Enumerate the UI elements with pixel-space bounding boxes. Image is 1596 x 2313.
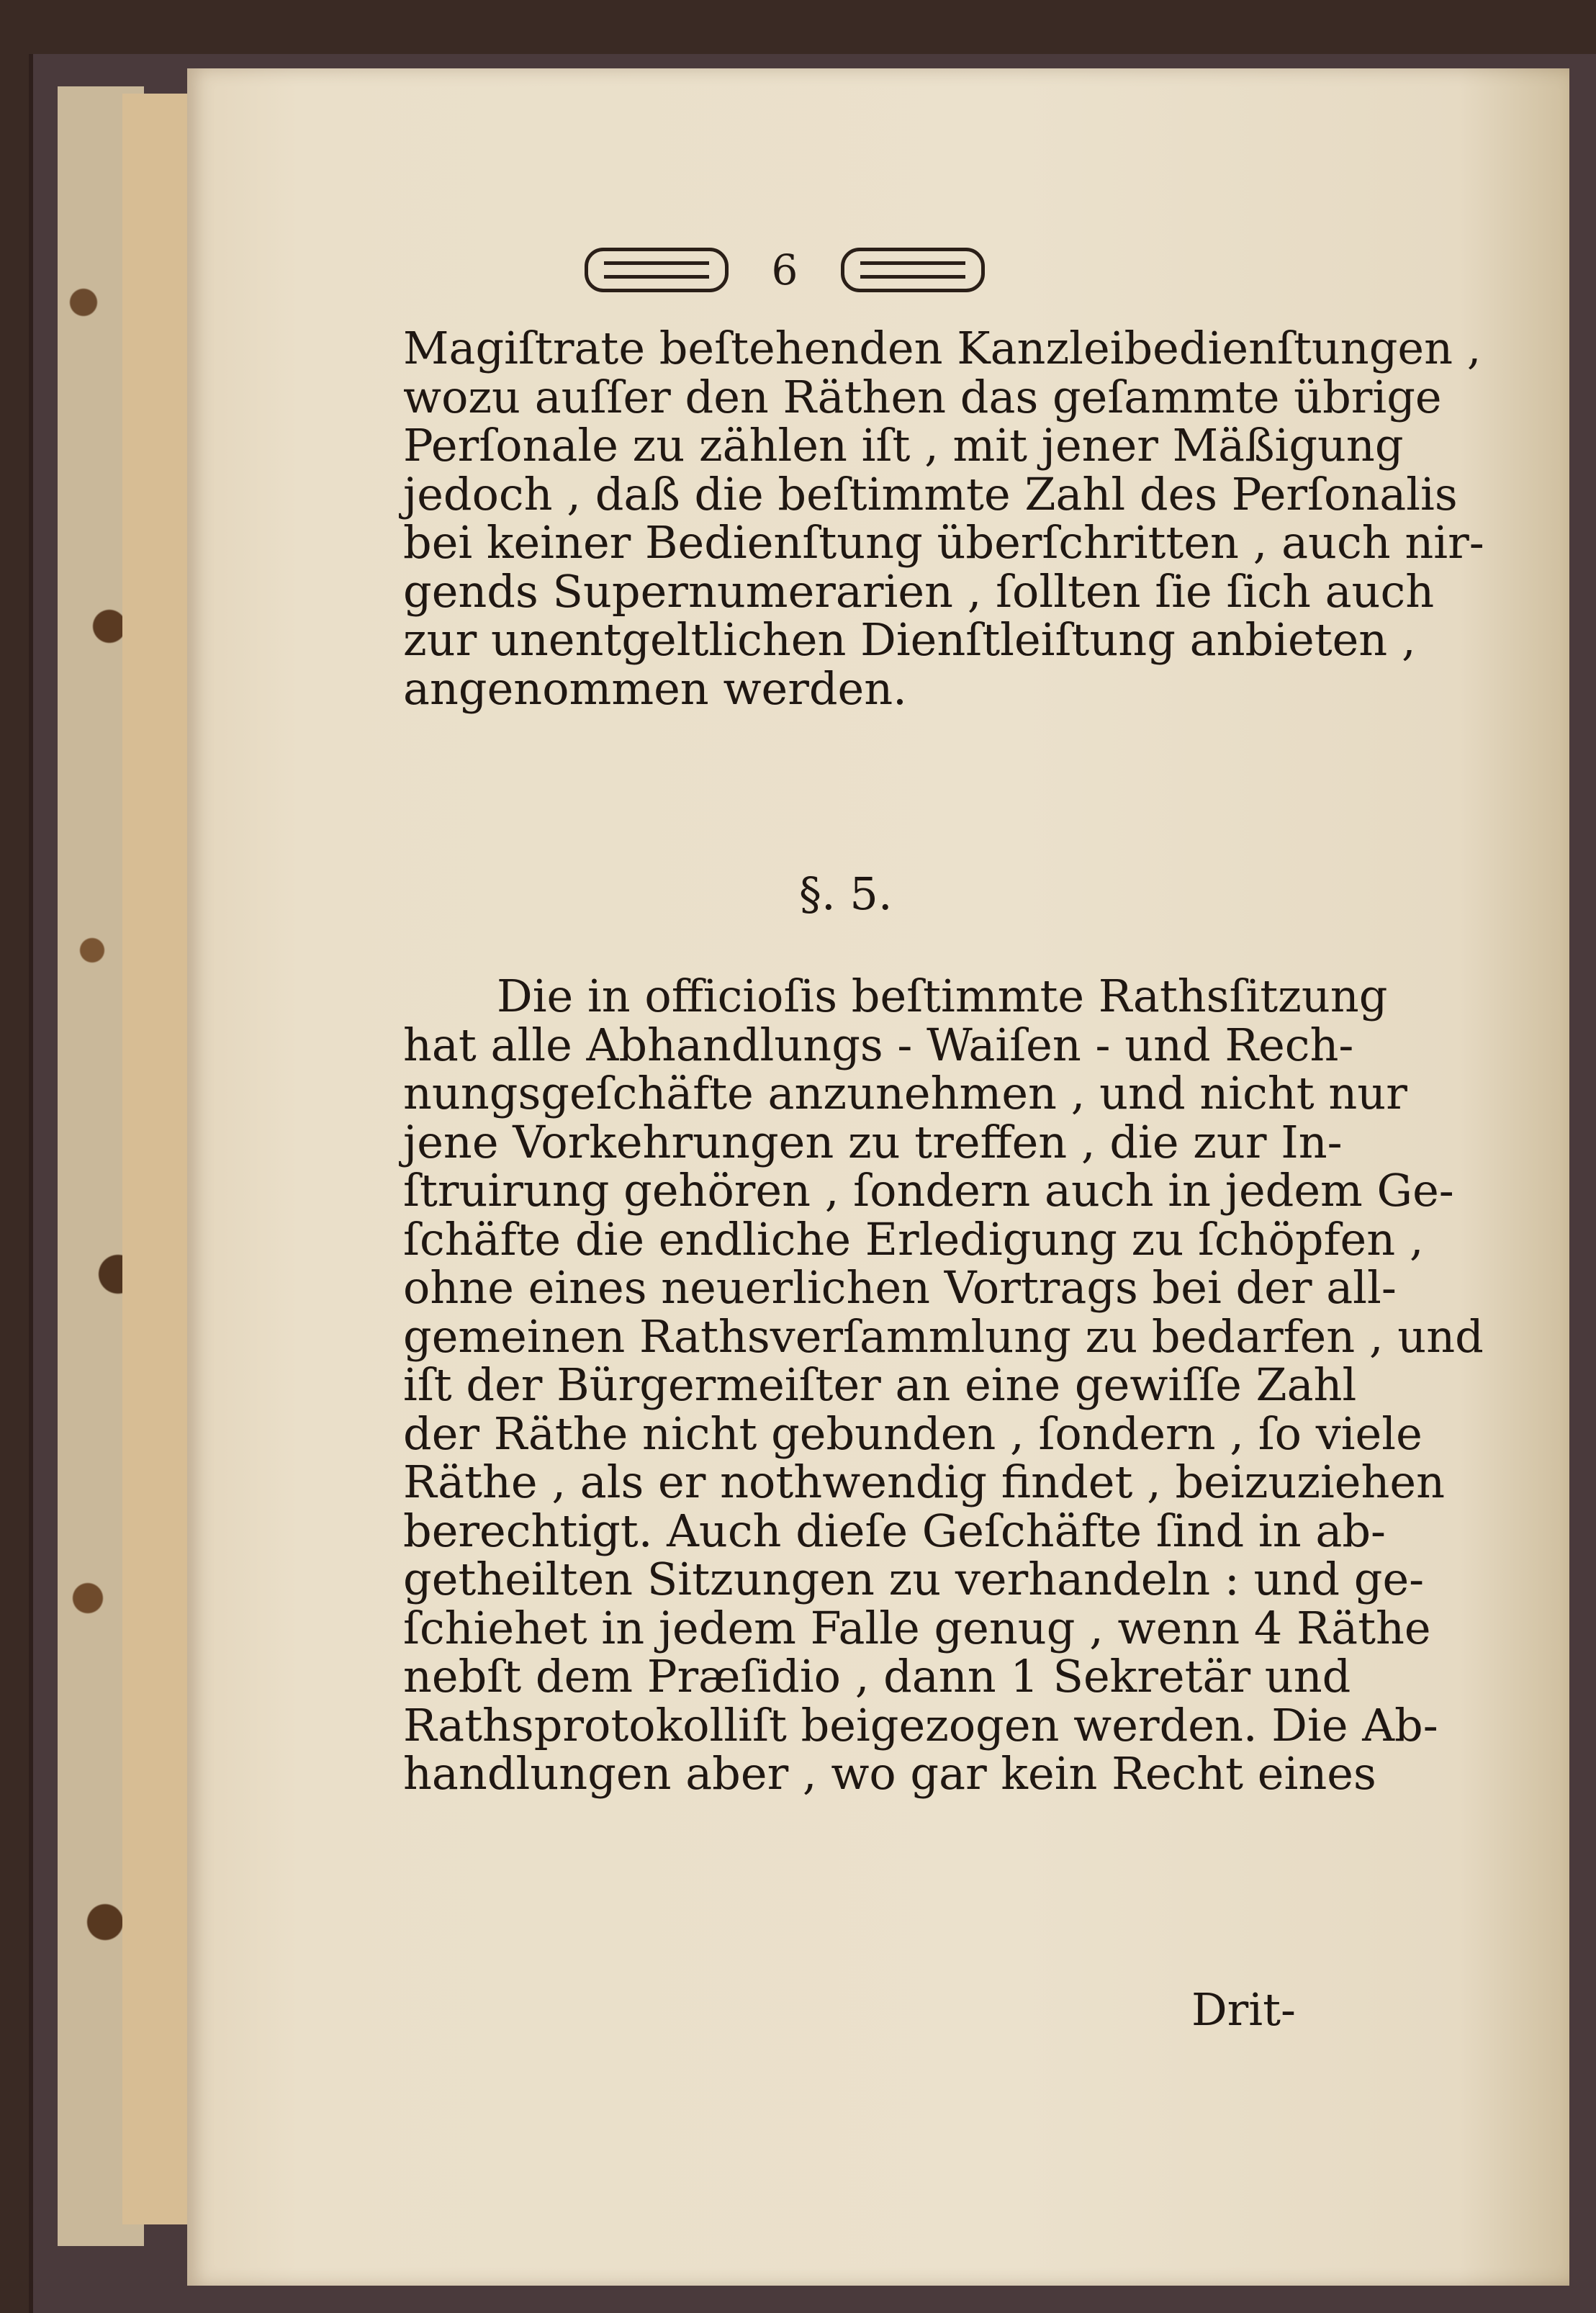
text-line: ſchiehet in jedem Falle genug , wenn 4 Räthe bbox=[403, 1601, 1431, 1654]
text-line: nungsgeſchäfte anzunehmen , und nicht nur bbox=[403, 1067, 1407, 1119]
text-line: Räthe , als er nothwendig findet , beizuziehen bbox=[403, 1456, 1446, 1508]
text-line: ſchäfte die endliche Erledigung zu ſchöpfen , bbox=[403, 1212, 1424, 1266]
text-line: nebſt dem Præſidio , dann 1 Sekretär und bbox=[403, 1650, 1351, 1703]
text-line: zur unentgeltlichen Dienſtleiſtung anbieten , bbox=[403, 613, 1416, 666]
paragraph-continued bbox=[403, 322, 1484, 715]
page-number: 6 bbox=[771, 245, 798, 294]
catchword: Drit- bbox=[1191, 1983, 1296, 2036]
text-line: iſt der Bürgermeiſter an eine gewiſſe Zahl bbox=[403, 1358, 1357, 1411]
text-line: handlungen aber , wo gar kein Recht eines bbox=[403, 1747, 1376, 1800]
right-ornament-icon bbox=[841, 248, 985, 292]
text-line: der Räthe nicht gebunden , ſondern , ſo viele bbox=[403, 1407, 1423, 1460]
text-line: wozu auſſer den Räthen das geſammte übrige bbox=[403, 370, 1442, 423]
text-line: jedoch , daß die beſtimmte Zahl des Perſonalis bbox=[403, 467, 1458, 520]
text-line: ſtruirung gehören , ſondern auch in jedem Ge- bbox=[403, 1164, 1454, 1217]
text-line: gemeinen Rathsverſammlung zu bedarfen , und bbox=[403, 1309, 1484, 1363]
text-line: gends Supernumerarien , ſollten ſie ſich auch bbox=[403, 564, 1435, 618]
text-line: Magiſtrate beſtehenden Kanzleibedienſtungen , bbox=[403, 322, 1482, 374]
left-ornament-icon bbox=[585, 248, 729, 292]
page-header bbox=[475, 241, 1094, 299]
text-line: jene Vorkehrungen zu treffen , die zur In- bbox=[403, 1115, 1343, 1168]
text-line: ohne eines neuerlichen Vortrags bei der all- bbox=[403, 1261, 1397, 1314]
text-line: Perſonale zu zählen iſt , mit jener Mäßigung bbox=[403, 419, 1404, 472]
section-heading: §. 5. bbox=[799, 867, 893, 920]
text-line: hat alle Abhandlungs - Waiſen - und Rech- bbox=[403, 1018, 1354, 1071]
section-paragraph bbox=[403, 970, 1484, 1800]
text-line: Rathsprotokolliſt beigezogen werden. Die Ab- bbox=[403, 1698, 1438, 1751]
text-line: berechtigt. Auch dieſe Geſchäfte ſind in ab- bbox=[403, 1504, 1386, 1557]
text-line: bei keiner Bedienſtung überſchritten , auch nir- bbox=[403, 516, 1484, 569]
text-line: angenommen werden. bbox=[403, 662, 907, 715]
text-line: getheilten Sitzungen zu verhandeln : und ge- bbox=[403, 1553, 1425, 1605]
text-line: Die in officioſis beſtimmte Rathsſitzung bbox=[497, 970, 1388, 1022]
